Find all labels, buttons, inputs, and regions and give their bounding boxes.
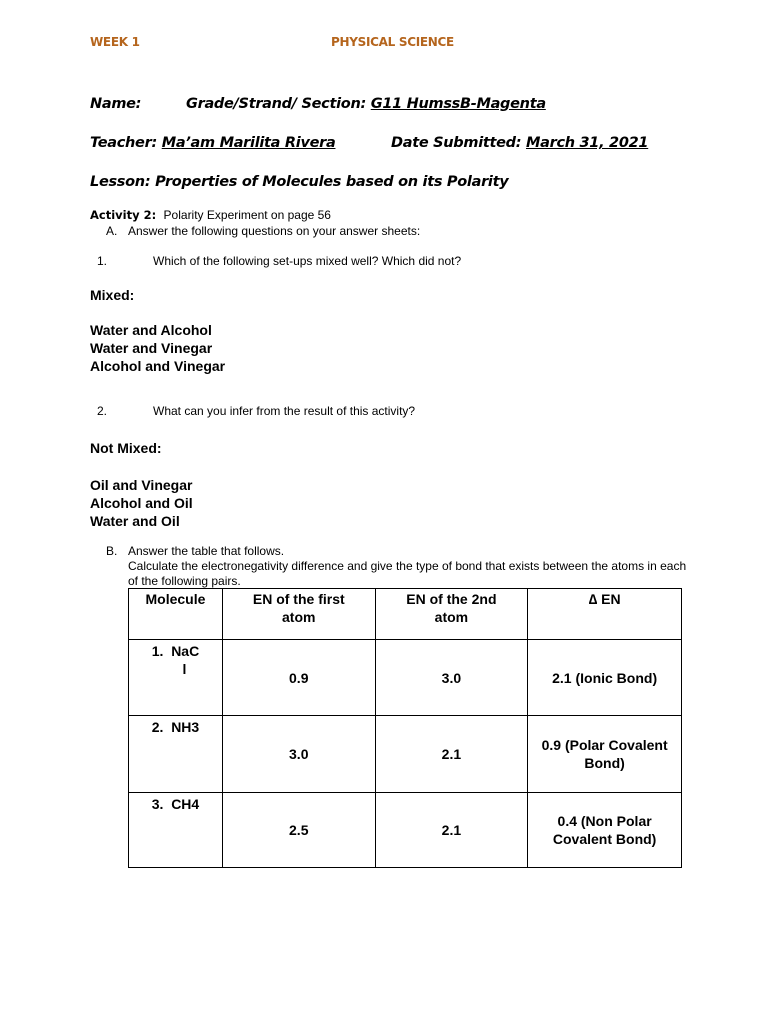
date-value: March 31, 2021 bbox=[525, 135, 649, 151]
teacher-label: Teacher: bbox=[90, 135, 157, 151]
list-item: Water and Oil bbox=[90, 513, 180, 530]
date-label: Date Submitted: bbox=[391, 135, 522, 151]
table-header-row bbox=[129, 589, 682, 640]
table-row bbox=[129, 640, 682, 716]
delta-en-line2: Covalent Bond) bbox=[552, 831, 657, 847]
not-mixed-list bbox=[90, 476, 193, 531]
header-en-second bbox=[375, 589, 528, 640]
row-number: 3. bbox=[151, 796, 164, 812]
en-table bbox=[128, 588, 682, 868]
en-second-cell: 3.0 bbox=[375, 640, 528, 716]
grade-label: Grade/Strand/ Section: bbox=[186, 96, 366, 112]
delta-en-line1: 0.4 (Non Polar bbox=[557, 813, 652, 829]
delta-en-cell bbox=[528, 640, 682, 716]
molecule-name: CH4 bbox=[171, 796, 200, 812]
activity-title: Polarity Experiment on page 56 bbox=[163, 208, 331, 222]
delta-en-cell bbox=[528, 716, 682, 793]
list-item: Water and Alcohol bbox=[90, 322, 212, 338]
q2-number: 2. bbox=[97, 404, 108, 418]
en-first-cell: 0.9 bbox=[222, 640, 375, 716]
en-first-cell: 2.5 bbox=[222, 793, 375, 868]
list-item: Alcohol and Oil bbox=[90, 495, 193, 512]
mixed-list bbox=[90, 321, 225, 376]
part-b-text-2: Calculate the electronegativity difference and give the type of bond that exists between the atoms in each bbox=[128, 559, 687, 573]
date-field bbox=[391, 135, 648, 151]
list-item: Oil and Vinegar bbox=[90, 477, 193, 493]
table-row bbox=[129, 793, 682, 868]
molecule-cell bbox=[129, 640, 223, 716]
not-mixed-heading: Not Mixed: bbox=[90, 440, 162, 456]
header-en-first bbox=[222, 589, 375, 640]
part-b-marker: B. bbox=[106, 544, 118, 558]
header-subject: PHYSICAL SCIENCE bbox=[331, 35, 454, 49]
table-row bbox=[129, 716, 682, 793]
header-en-second-line1: EN of the 2nd bbox=[406, 591, 497, 607]
delta-en-line1: 0.9 (Polar Covalent bbox=[541, 737, 668, 753]
activity-line bbox=[90, 208, 331, 222]
grade-value: G11 HumssB-Magenta bbox=[370, 96, 546, 112]
header-delta-en: ∆ EN bbox=[528, 589, 682, 640]
list-item: Water and Vinegar bbox=[90, 340, 213, 357]
list-item: Alcohol and Vinegar bbox=[90, 358, 226, 375]
activity-label: Activity 2: bbox=[90, 208, 157, 222]
row-number: 2. bbox=[151, 719, 164, 735]
name-label: Name: bbox=[90, 96, 142, 112]
molecule-name: NaC bbox=[171, 643, 200, 659]
header-en-first-line2: atom bbox=[282, 609, 316, 625]
part-b-text-1: Answer the table that follows. bbox=[128, 544, 285, 558]
row-number: 1. bbox=[151, 643, 164, 659]
q2-text: What can you infer from the result of this activity? bbox=[153, 404, 416, 418]
molecule-cell bbox=[129, 716, 223, 793]
molecule-name: NH3 bbox=[171, 719, 200, 735]
part-a-marker: A. bbox=[106, 224, 118, 238]
part-a-text: Answer the following questions on your answer sheets: bbox=[128, 224, 421, 238]
delta-en-cell bbox=[528, 793, 682, 868]
mixed-heading: Mixed: bbox=[90, 287, 135, 303]
part-b-text-3: of the following pairs. bbox=[128, 574, 241, 588]
header-week: WEEK 1 bbox=[90, 35, 140, 49]
header-en-second-line2: atom bbox=[434, 609, 469, 625]
teacher-value: Ma’am Marilita Rivera bbox=[161, 135, 336, 151]
molecule-cell bbox=[129, 793, 223, 868]
delta-en-line1: 2.1 (Ionic Bond) bbox=[552, 669, 658, 686]
en-second-cell: 2.1 bbox=[375, 793, 528, 868]
q1-number: 1. bbox=[97, 254, 108, 268]
delta-en-line2: Bond) bbox=[584, 755, 625, 771]
header-molecule: Molecule bbox=[129, 589, 223, 640]
grade-field bbox=[186, 96, 546, 112]
q1-text: Which of the following set-ups mixed well? Which did not? bbox=[153, 254, 462, 268]
teacher-field bbox=[90, 135, 335, 151]
molecule-name-wrap: l bbox=[182, 661, 187, 677]
lesson-title: Lesson: Properties of Molecules based on its Polarity bbox=[90, 174, 509, 190]
en-first-cell: 3.0 bbox=[222, 716, 375, 793]
en-second-cell: 2.1 bbox=[375, 716, 528, 793]
header-en-first-line1: EN of the first bbox=[252, 591, 345, 607]
